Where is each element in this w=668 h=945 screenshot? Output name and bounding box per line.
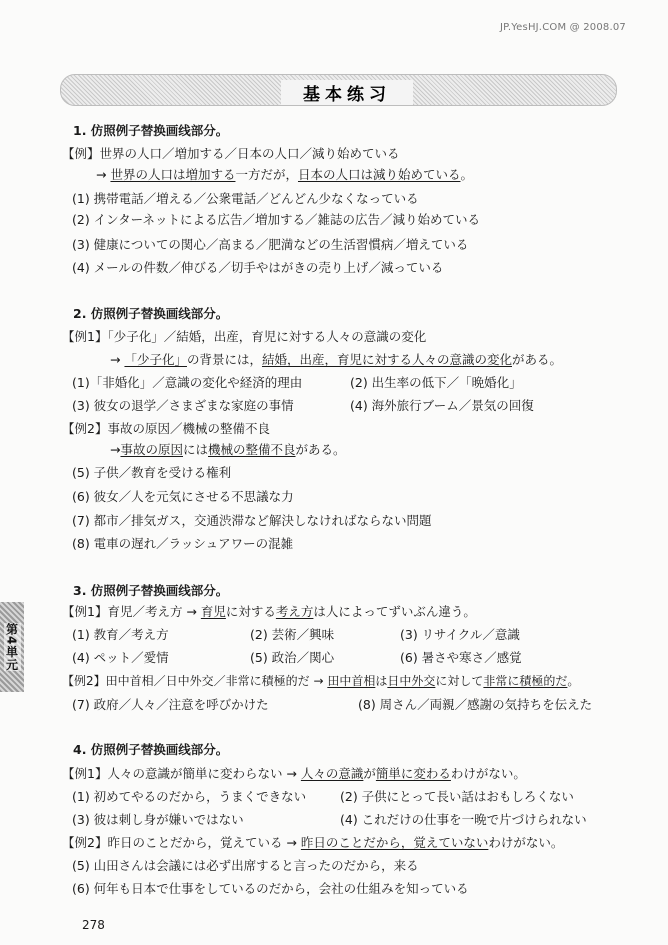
s4-ex2-prefix: 【例2】昨日のことだから，覚えている → [62, 835, 301, 850]
s1-ans-underline-2: 日本の人口は減り始めている [297, 167, 461, 182]
s3-item-7: (7) 政府／人々／注意を呼びかけた [72, 697, 269, 712]
s3-ex2-underline-2: 日中外交 [387, 674, 436, 688]
s1-item-4: (4) メールの件数／伸びる／切手やはがきの売り上げ／減っている [72, 260, 444, 275]
s2-example-2: 【例2】事故の原因／機械の整備不良 [62, 421, 270, 436]
s1-ans-end: 。 [460, 167, 474, 182]
s2-example-1-answer [110, 352, 562, 368]
s1-example-answer [96, 167, 473, 183]
s3-item-6: (6) 暑さや寒さ／感覚 [400, 650, 522, 665]
s3-ex2-mid-2: に対して [435, 674, 484, 688]
section-4-heading: 4. 仿照例子替换画线部分。 [73, 742, 229, 757]
s1-arrow: → [96, 167, 111, 182]
s3-ex1-mid: に対する [225, 604, 276, 619]
s3-ex2-underline-1: 田中首相 [327, 674, 376, 688]
s2-example-1: 【例1】「少子化」／結婚，出産，育児に対する人々の意識の変化 [62, 329, 427, 344]
s2-example-2-answer [110, 442, 346, 458]
banner-title: 基本练习 [281, 80, 413, 105]
s3-item-5: (5) 政治／関心 [250, 650, 335, 665]
s2-item-7: (7) 都市／排気ガス，交通渋滞など解決しなければならない問題 [72, 513, 432, 528]
s3-example-1 [62, 604, 476, 620]
s4-ex1-underline-2: 簡単に変わる [375, 766, 451, 781]
s3-ex2-prefix: 【例2】田中首相／日中外交／非常に積極的だ → [62, 674, 328, 688]
s3-ex2-underline-3: 非常に積極的だ [483, 674, 568, 688]
s2-item-8: (8) 電車の遅れ／ラッシュアワーの混雑 [72, 536, 294, 551]
s4-ex1-mid: が [363, 766, 376, 781]
s4-example-1 [62, 766, 526, 782]
s3-ex2-mid-1: は [375, 674, 388, 688]
s2-ans-mid: の背景には， [186, 352, 262, 367]
s3-ex1-underline-2: 考え方 [275, 604, 314, 619]
s2-ex2-end: がある。 [295, 442, 346, 457]
s2-ans-end: がある。 [512, 352, 563, 367]
s2-arrow: → [110, 352, 125, 367]
s2-item-3: (3) 彼女の退学／さまざまな家庭の事情 [72, 398, 294, 413]
s2-item-5: (5) 子供／教育を受ける権利 [72, 465, 232, 480]
s3-item-8: (8) 周さん／両親／感謝の気持ちを伝えた [358, 697, 593, 712]
s2-item-2: (2) 出生率の低下／「晩婚化」 [350, 375, 522, 390]
s1-ans-underline-1: 世界の人口は増加する [110, 167, 236, 182]
s2-ex2-mid: には [183, 442, 209, 457]
s3-ex1-prefix: 【例1】育児／考え方 → [62, 604, 201, 619]
s2-item-4: (4) 海外旅行ブーム／景気の回復 [350, 398, 534, 413]
s4-item-4: (4) これだけの仕事を一晩で片づけられない [340, 812, 587, 827]
s3-item-3: (3) リサイクル／意識 [400, 627, 520, 642]
s1-item-3: (3) 健康についての関心／高まる／肥満などの生活習慣病／増えている [72, 237, 469, 252]
s3-item-4: (4) ペット／愛情 [72, 650, 169, 665]
s4-item-5: (5) 山田さんは会議には必ず出席すると言ったのだから，来る [72, 858, 419, 873]
s2-ex2-underline-2: 機械の整備不良 [208, 442, 296, 457]
s1-example: 【例】世界の人口／増加する／日本の人口／減り始めている [62, 146, 400, 161]
section-2-heading: 2. 仿照例子替换画线部分。 [73, 306, 229, 321]
s3-item-2: (2) 芸術／興味 [250, 627, 335, 642]
s1-ans-mid: 一方だが， [235, 167, 298, 182]
s3-ex1-end: は人によってずいぶん違う。 [313, 604, 476, 619]
s4-item-3: (3) 彼は刺し身が嫌いではない [72, 812, 244, 827]
s2-ex2-arrow: → [110, 442, 121, 457]
s4-item-2: (2) 子供にとって長い話はおもしろくない [340, 789, 574, 804]
s2-item-1: (1)「非婚化」／意識の変化や経済的理由 [72, 375, 303, 390]
s3-ex2-end: 。 [567, 674, 580, 688]
s4-ex1-underline-1: 人々の意識 [300, 766, 364, 781]
s4-ex2-underline: 昨日のことだから，覚えていない [300, 835, 489, 850]
section-banner [60, 74, 617, 106]
unit-side-tab-label: 第4単元 [4, 622, 19, 672]
s2-ans-underline-2: 結婚，出産，育児に対する人々の意識の変化 [261, 352, 512, 367]
s4-ex2-end: わけがない。 [488, 835, 564, 850]
unit-side-tab [0, 602, 24, 692]
s2-ans-underline-1: 「少子化」 [124, 352, 187, 367]
section-1-heading: 1. 仿照例子替换画线部分。 [73, 123, 229, 138]
s3-example-2 [62, 673, 579, 689]
s4-ex1-prefix: 【例1】人々の意識が簡単に変わらない → [62, 766, 301, 781]
page-number: 278 [82, 918, 105, 932]
s2-ex2-underline-1: 事故の原因 [120, 442, 183, 457]
s3-item-1: (1) 教育／考え方 [72, 627, 169, 642]
section-3-heading: 3. 仿照例子替换画线部分。 [73, 583, 229, 598]
s1-item-2: (2) インターネットによる広告／増加する／雑誌の広告／減り始めている [72, 212, 481, 227]
s4-item-1: (1) 初めてやるのだから，うまくできない [72, 789, 307, 804]
watermark: JP.YesHJ.COM @ 2008.07 [500, 22, 626, 33]
s2-item-6: (6) 彼女／人を元気にさせる不思議な力 [72, 489, 294, 504]
s4-ex1-end: わけがない。 [450, 766, 526, 781]
s4-example-2 [62, 835, 563, 851]
s1-item-1: (1) 携帯電話／増える／公衆電話／どんどん少なくなっている [72, 191, 419, 206]
s3-ex1-underline-1: 育児 [200, 604, 226, 619]
s4-item-6: (6) 何年も日本で仕事をしているのだから，会社の仕組みを知っている [72, 881, 469, 896]
